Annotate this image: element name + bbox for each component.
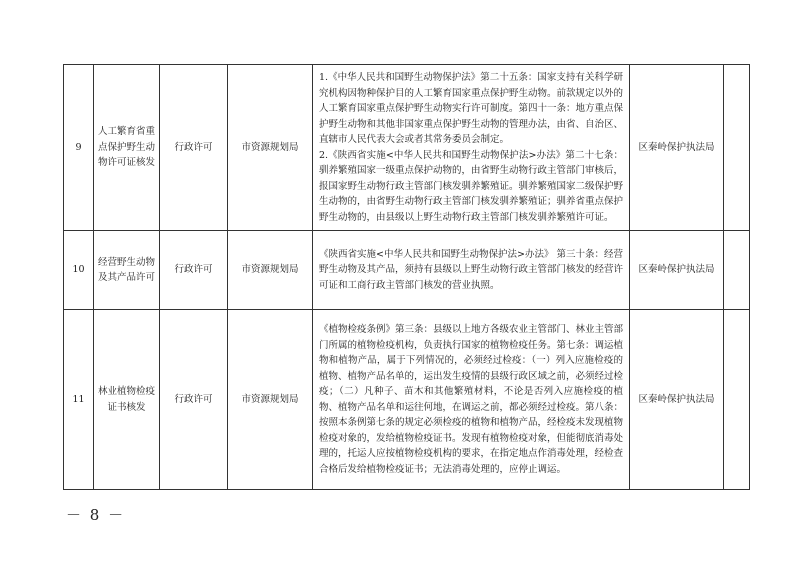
legal-basis — [313, 231, 630, 310]
power-type: 行政许可 — [160, 231, 228, 310]
executing-agency: 区秦岭保护执法局 — [630, 65, 724, 231]
legal-basis-paragraph: 《陕西省实施<中华人民共和国野生动物保护法>办法》 第三十条：经营野生动物及其产品，须持有县级以上野生动物行政主管部门核发的经营许可证和工商行政主管部门核发的营业执照。 — [319, 248, 624, 291]
item-name: 林业植物检疫证书核发 — [94, 310, 160, 490]
table-row — [64, 65, 750, 231]
row-number: 9 — [64, 65, 94, 231]
item-name: 经营野生动物及其产品许可 — [94, 231, 160, 310]
remarks-cell — [724, 310, 750, 490]
page-number: － 8 － — [66, 506, 126, 524]
legal-basis — [313, 65, 630, 231]
remarks-cell — [724, 65, 750, 231]
table-row — [64, 231, 750, 310]
legal-basis-paragraph: 2.《陕西省实施<中华人民共和国野生动物保护法>办法》第二十七条：驯养繁殖国家一级重点保护动物的，由省野生动物行政主管部门审核后，报国家野生动物行政主管部门核发驯养繁殖证。驯养繁殖国家二级保护野生动物的，由省野生动物行政主管部门核发驯养繁殖证；驯养省重点保护野生动物的，由县级以上野生动物行政主管部门核发驯养繁殖许可证。 — [319, 149, 624, 223]
executing-agency: 区秦岭保护执法局 — [630, 231, 724, 310]
remarks-cell — [724, 231, 750, 310]
legal-basis-paragraph: 1.《中华人民共和国野生动物保护法》第二十五条：国家支持有关科学研究机构因物种保护目的人工繁育国家重点保护野生动物。前款规定以外的人工繁育国家重点保护野生动物实行许可制度。第四十一条：地方重点保护野生动物和其他非国家重点保护野生动物的管理办法，由省、自治区、直辖市人民代表大会或者其常务委员会制定。 — [319, 72, 624, 145]
row-number: 11 — [64, 310, 94, 490]
row-number: 10 — [64, 231, 94, 310]
department: 市资源规划局 — [228, 65, 313, 231]
legal-basis — [313, 310, 630, 490]
department: 市资源规划局 — [228, 310, 313, 490]
legal-basis-paragraph: 《植物检疫条例》第三条：县级以上地方各级农业主管部门、林业主管部门所属的植物检疫机构，负责执行国家的植物检疫任务。第七条：调运植物和植物产品，属于下列情况的，必须经过检疫：（一）列入应施检疫的植物、植物产品名单的，运出发生疫情的县级行政区域之前，必须经过检疫；（二）凡种子、苗木和其他繁殖材料，不论是否列入应施检疫的植物、植物产品名单和运往何地，在调运之前，都必须经过检疫。第八条：按照本条例第七条的规定必须检疫的植物和植物产品，经检疫未发现植物检疫对象的，发给植物检疫证书。发现有植物检疫对象，但能彻底消毒处理的，托运人应按植物检疫机构的要求，在指定地点作消毒处理，经检查合格后发给植物检疫证书；无法消毒处理的，应停止调运。 — [319, 324, 624, 475]
table-row — [64, 310, 750, 490]
department: 市资源规划局 — [228, 231, 313, 310]
item-name: 人工繁育省重点保护野生动物许可证核发 — [94, 65, 160, 231]
executing-agency: 区秦岭保护执法局 — [630, 310, 724, 490]
power-type: 行政许可 — [160, 65, 228, 231]
power-type: 行政许可 — [160, 310, 228, 490]
power-list-table — [63, 64, 750, 490]
